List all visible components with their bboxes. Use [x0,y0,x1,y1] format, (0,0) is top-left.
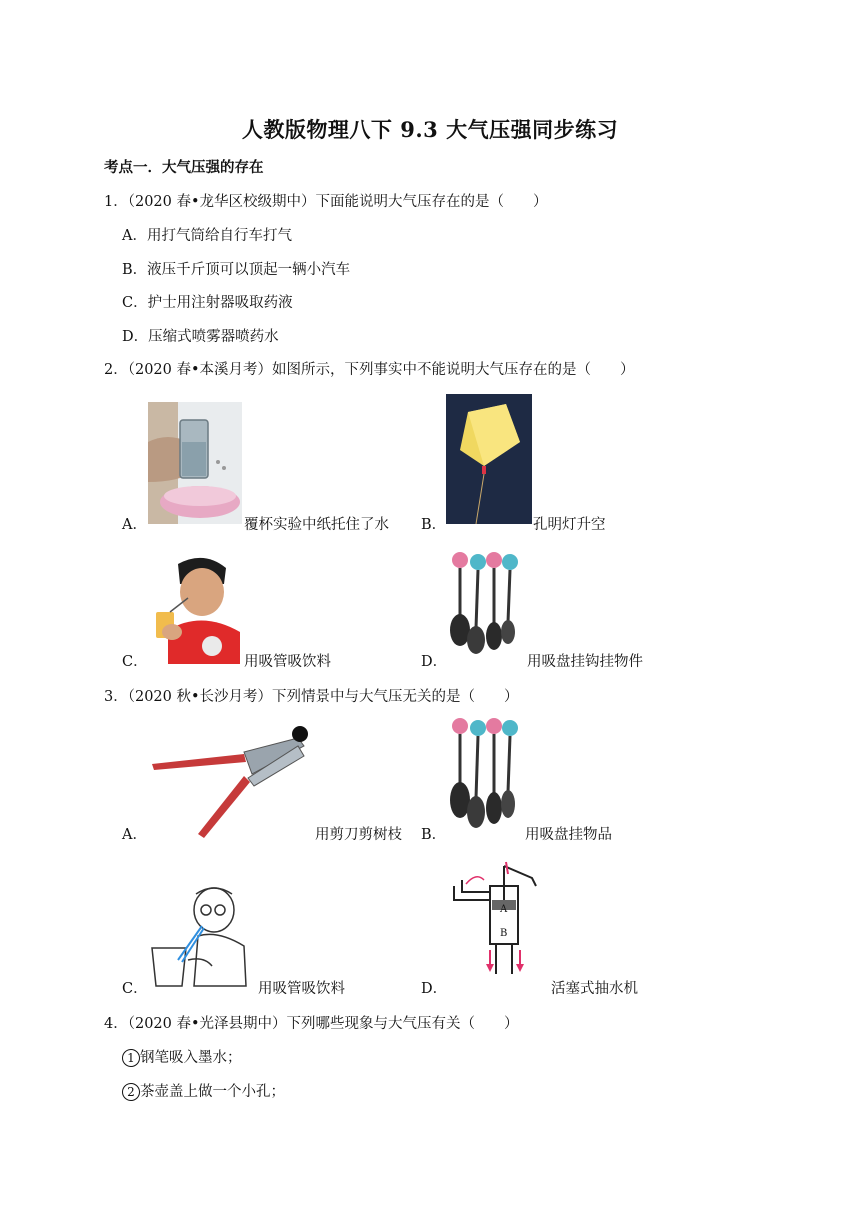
q1-option-b: B．液压千斤顶可以顶起一辆小汽车 [122,262,351,278]
suction-hooks-utensils-image [446,714,526,834]
piston-pump-diagram [452,856,552,978]
q3-option-c-letter: C． [122,981,148,997]
pruning-shears-image [148,716,314,838]
q2-option-b-letter: B． [421,517,447,533]
q4-item-1 [122,1046,242,1067]
circled-number: 2 [122,1083,140,1101]
pump-label-a: A [500,904,508,915]
q2-option-a-letter: A． [122,517,147,533]
circled-number: 1 [122,1049,140,1067]
question-3-stem: 3．（2020 秋•长沙月考）下列情景中与大气压无关的是（ ） [104,689,519,705]
q4-item-2 [122,1080,285,1101]
q3-option-a-letter: A． [122,827,147,843]
q4-item-2-text: 茶壶盖上做一个小孔； [140,1084,285,1100]
q3-option-d-letter: D． [421,981,448,997]
q2-option-d-letter: D． [421,654,448,670]
sky-lantern-image [446,394,532,524]
q4-item-1-text: 钢笔吸入墨水； [140,1050,242,1066]
cup-paper-water-image [148,402,242,524]
q3-option-d-caption: 活塞式抽水机 [551,981,638,997]
q2-option-b-caption: 孔明灯升空 [533,517,606,533]
page-title: 人教版物理八下 9.3 大气压强同步练习 [241,117,619,142]
section-heading: 考点一．大气压强的存在 [104,159,264,176]
q3-option-b-letter: B． [421,827,447,843]
q3-option-a-caption: 用剪刀剪树枝 [315,827,402,843]
question-1-stem: 1．（2020 春•龙华区校级期中）下面能说明大气压存在的是（ ） [104,194,548,210]
question-4-stem: 4．（2020 春•光泽县期中）下列哪些现象与大气压有关（ ） [104,1016,519,1032]
q2-option-c-caption: 用吸管吸饮料 [244,654,331,670]
q1-option-a: A．用打气筒给自行车打气 [122,228,292,244]
q3-option-c-caption: 用吸管吸饮料 [258,981,345,997]
man-drinking-straw-drawing [148,880,256,990]
suction-hooks-utensils-image [446,548,526,660]
q2-option-a-caption: 覆杯实验中纸托住了水 [244,517,389,533]
q3-option-b-caption: 用吸盘挂物品 [525,827,612,843]
boy-drinking-straw-image [148,554,242,664]
q2-option-d-caption: 用吸盘挂钩挂物件 [527,654,643,670]
q1-option-d: D．压缩式喷雾器喷药水 [122,329,279,345]
q1-option-c: C．护士用注射器吸取药液 [122,295,293,311]
q2-option-c-letter: C． [122,654,148,670]
question-2-stem: 2．（2020 春•本溪月考）如图所示，下列事实中不能说明大气压存在的是（ ） [104,362,635,378]
pump-label-b: B [500,928,508,939]
